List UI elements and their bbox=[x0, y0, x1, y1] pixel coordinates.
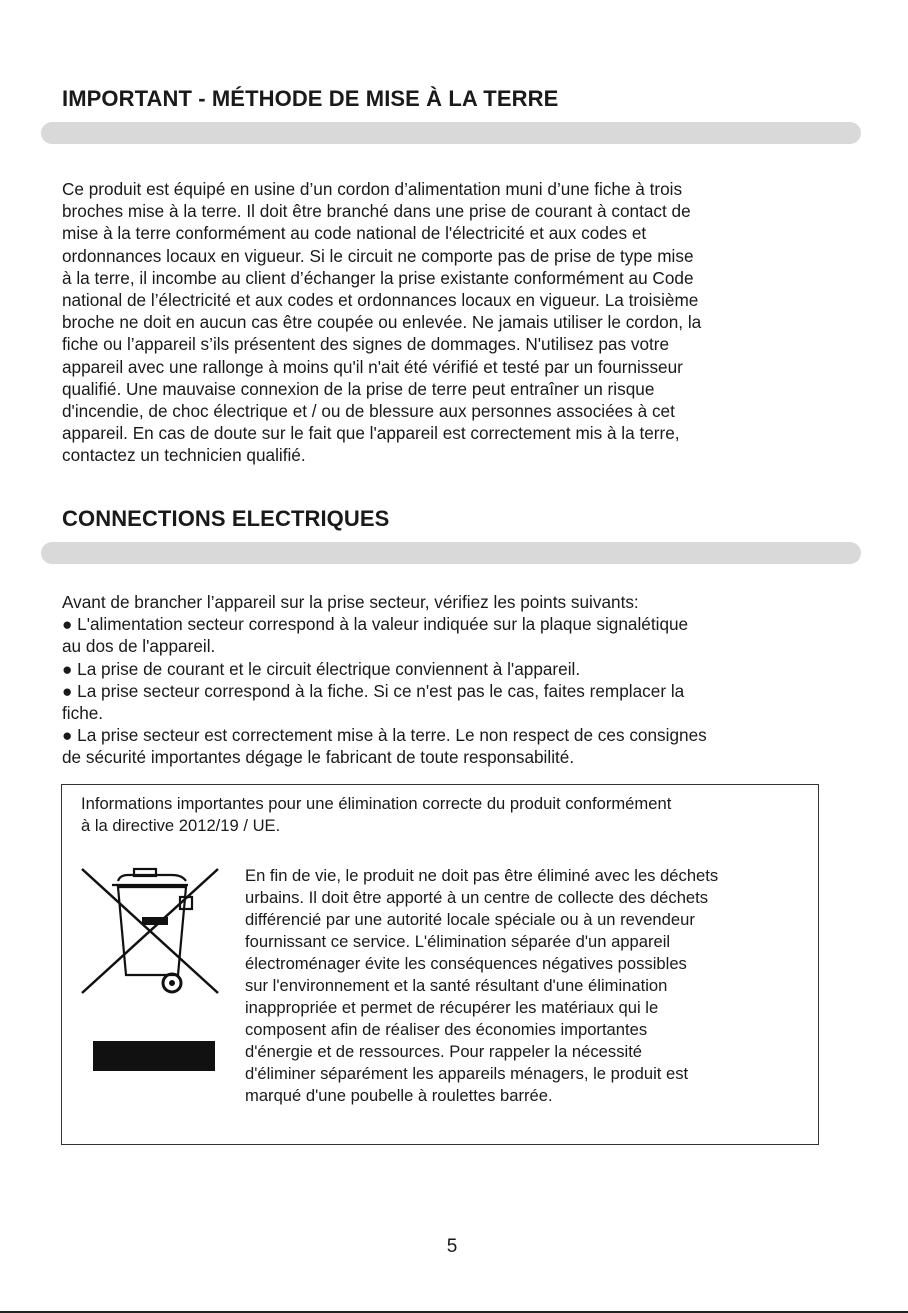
paragraph-line: mise à la terre conformément au code national de l'électricité et aux codes et bbox=[62, 223, 647, 244]
paragraph-line: qualifié. Une mauvaise connexion de la prise de terre peut entraîner un risque bbox=[62, 378, 655, 399]
notice-body-line: électroménager évite les conséquences négatives possibles bbox=[245, 954, 687, 973]
notice-body-line: d'énergie et de ressources. Pour rappeler la nécessité bbox=[245, 1042, 643, 1061]
paragraph-line: fiche. bbox=[62, 703, 104, 724]
notice-intro bbox=[81, 793, 671, 837]
notice-body-line: sur l'environnement et la santé résultant d'une élimination bbox=[245, 976, 668, 995]
bullet-line: ● La prise secteur est correctement mise à la terre. Le non respect de ces consignes bbox=[62, 725, 707, 746]
section-title-connections: CONNECTIONS ELECTRIQUES bbox=[62, 506, 390, 531]
notice-body-line: urbains. Il doit être apporté à un centre de collecte des déchets bbox=[245, 888, 709, 907]
paragraph-line: broches mise à la terre. Il doit être branché dans une prise de courant à contact de bbox=[62, 201, 691, 222]
bullet-line: ● L'alimentation secteur correspond à la valeur indiquée sur la plaque signalétique bbox=[62, 614, 689, 635]
grounding-paragraph bbox=[62, 178, 842, 467]
notice-body-line: inappropriée et permet de récupérer les matériaux qui le bbox=[245, 998, 659, 1017]
page-number: 5 bbox=[446, 1236, 458, 1257]
bullet-line: ● La prise de courant et le circuit électrique conviennent à l'appareil. bbox=[62, 658, 581, 679]
connections-paragraph bbox=[62, 591, 842, 769]
notice-body-line: d'éliminer séparément les appareils ménagers, le produit est bbox=[245, 1064, 689, 1083]
section-title-grounding: IMPORTANT - MÉTHODE DE MISE À LA TERRE bbox=[62, 86, 559, 111]
notice-body-line: composent afin de réaliser des économies importantes bbox=[245, 1020, 648, 1039]
solid-black-bar bbox=[93, 1041, 215, 1071]
paragraph-line: national de l’électricité et aux codes et ordonnances locaux en vigueur. La troisième bbox=[62, 290, 699, 311]
paragraph-line: appareil. En cas de doute sur le fait que l'appareil est correctement mis à la terre, bbox=[62, 423, 680, 444]
paragraph-line: appareil avec une rallonge à moins qu'il n'ait été vérifié et testé par un fournisseur bbox=[62, 356, 683, 377]
notice-body-line: fournissant ce service. L'élimination séparée d'un appareil bbox=[245, 932, 671, 951]
bullet-line: ● La prise secteur correspond à la fiche. Si ce n'est pas le cas, faites remplacer la bbox=[62, 680, 685, 701]
notice-intro-line: Informations importantes pour une élimination correcte du produit conformément bbox=[81, 794, 672, 813]
crossed-out-wheelie-bin-icon bbox=[80, 865, 220, 995]
paragraph-line: Avant de brancher l’appareil sur la prise secteur, vérifiez les points suivants: bbox=[62, 592, 639, 612]
paragraph-line: d'incendie, de choc électrique et / ou de blessure aux personnes associées à cet bbox=[62, 401, 675, 422]
paragraph-line: au dos de l'appareil. bbox=[62, 636, 216, 657]
weee-notice-box bbox=[61, 784, 819, 1145]
notice-intro-line: à la directive 2012/19 / UE. bbox=[81, 816, 281, 835]
paragraph-line: fiche ou l’appareil s’ils présentent des signes de dommages. N'utilisez pas votre bbox=[62, 334, 670, 355]
paragraph-line: de sécurité importantes dégage le fabricant de toute responsabilité. bbox=[62, 747, 575, 768]
notice-body-line: différencié par une autorité locale spéciale ou à un revendeur bbox=[245, 910, 695, 929]
paragraph-line: ordonnances locaux en vigueur. Si le circuit ne comporte pas de prise de type mise bbox=[62, 245, 694, 266]
paragraph-line: broche ne doit en aucun cas être coupée ou enlevée. Ne jamais utiliser le cordon, la bbox=[62, 312, 702, 333]
notice-body bbox=[245, 865, 718, 1107]
notice-body-line: marqué d'une poubelle à roulettes barrée. bbox=[245, 1086, 553, 1105]
paragraph-line: Ce produit est équipé en usine d’un cordon d’alimentation muni d’une fiche à trois bbox=[62, 179, 683, 199]
paragraph-line: à la terre, il incombe au client d’échanger la prise existante conformément au Code bbox=[62, 267, 694, 288]
notice-body-line: En fin de vie, le produit ne doit pas être éliminé avec les déchets bbox=[245, 866, 719, 885]
paragraph-line: contactez un technicien qualifié. bbox=[62, 445, 306, 466]
section-divider-bar bbox=[41, 542, 861, 564]
section-divider-bar bbox=[41, 122, 861, 144]
